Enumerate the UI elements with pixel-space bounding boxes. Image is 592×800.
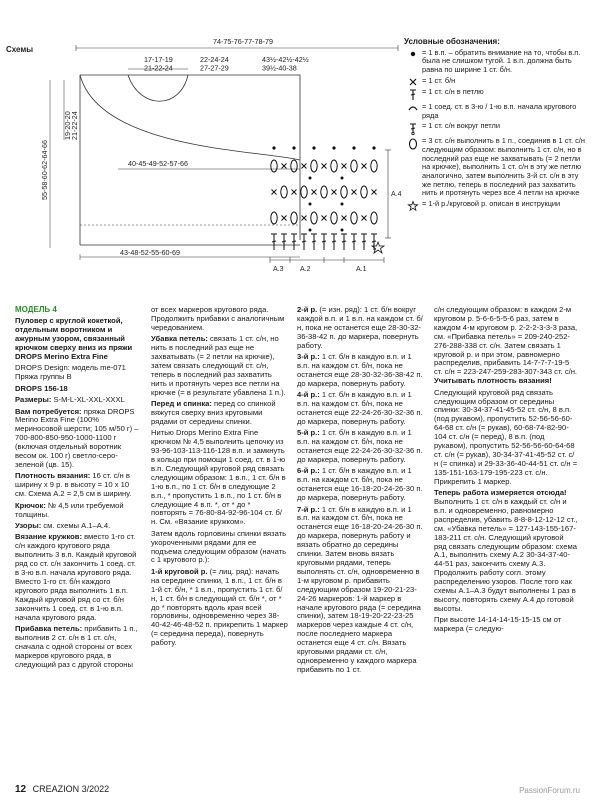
chart-chain-symbol (372, 146, 375, 149)
chart-sc-symbol (322, 164, 327, 169)
double-crochet-around-icon (404, 122, 422, 135)
chart-sc-symbol (342, 216, 347, 221)
dot-icon (404, 49, 422, 58)
materials-para: Вам потребуется: пряжа DROPS Merino Extra Fine (100% мериносовой шерсти; 105 м/50 г) – 700-800-850-950-1000-1100 г (включая отдельный воротник весом ок. 100 г) светло-серо-зеленой (цв. 15). (15, 406, 139, 469)
page-footer (15, 784, 109, 795)
chart-chain-symbol (309, 177, 312, 180)
patterns-para: Узоры: см. схемы А.1–А.4. (15, 520, 111, 530)
paragraph: от всех маркеров кругового ряда. Продолжить прибавки с аналогичным чередованием. (151, 305, 285, 332)
chart-sc-symbol (312, 190, 317, 195)
legend-item: = 1 соед. ст. в 3-ю / 1-ю в.п. начала кругового ряда (404, 103, 586, 120)
row-4-para: 4-й р.: 1 ст. б/н в каждую в.п. и 1 в.п. на каждом ст. б/н, пока не останется еще 22-24-26-30-32-36 п. до маркера, повернуть работу. (297, 390, 423, 426)
chart-cluster-symbol (271, 212, 277, 224)
chart-dc-symbol (361, 234, 367, 250)
cross-icon (404, 77, 422, 86)
chart-chain-symbol (272, 146, 275, 149)
chart-cluster-symbol (311, 160, 317, 172)
row-3-para: 3-й р.: 1 ст. б/н в каждую в.п. и 1 в.п. на каждом ст. б/н, пока не останется еще 28-30-32-36-38-42 п. до маркера, повернуть работу. (297, 352, 423, 388)
yoke-width-2: 39½-40-38 (262, 63, 297, 73)
chart-sc-symbol (362, 216, 367, 221)
chart-chain-symbol (341, 177, 344, 180)
legend (404, 38, 586, 213)
star-icon (404, 200, 422, 211)
paragraph: Нитью Drops Merino Extra Fine крючком № 4,5 выполнить цепочку из 93-96-103-113-116-128 в.п. и замкнуть в кольцо при помощи 1 соед. ст. в 1-ю в.п. Следующий круговой ряд связать следующим образом: 1 в.п., 1 ст. б/н в 1-ю в.п., по 1 ст. б/н в следующие 2 в.п., * пропустить 1 в.п., по 1 ст. б/н в следующие 4 в.п. *, от * до * повторять = 76-80-84-92-96-104 ст. б/н. См. «Вязание кружком». (151, 428, 286, 527)
sizes-para: Размеры: S-M-L-XL-XXL-XXXL (15, 395, 125, 405)
bust-width: 40-45-49-52-57-66 (128, 159, 188, 168)
crochet-chart (266, 138, 406, 278)
chart-cluster-symbol (271, 160, 277, 172)
round-para: Вязание кружков: вместо 1-го ст. с/н каждого кругового ряда выполнить 3 в.п. Каждый круговой ряд со ст. с/н закончить 1 соед. ст. в 3-ю в.п. начала кругового ряда. Вместо 1-го ст. б/н каждого кругового ряда выполнить 1 в.п. Каждый круговой ряд со ст. б/н закончить 1 соед. ст. в 1-ю в.п. начала кругового ряда. (15, 532, 137, 622)
chart-chain-symbol (341, 203, 344, 206)
chart-chain-symbol (341, 229, 344, 232)
chart-sc-symbol (342, 164, 347, 169)
yoke-depth-2: 21-22-24 (70, 111, 79, 140)
chart-dc-symbol (331, 234, 337, 250)
chart-cluster-symbol (291, 160, 297, 172)
paragraph: При высоте 14-14-14-15-15-15 см от маркера (= следую- (434, 615, 562, 634)
row-6-para: 6-й р.: 1 ст. б/н в каждую в.п. и 1 в.п. на каждом ст. б/н, пока не останется еще 16-18-20-24-26-30 п. до маркера, повернуть работу. (297, 466, 423, 503)
shoulder-width-2: 27-27-29 (200, 63, 229, 73)
chart-sc-symbol (292, 190, 297, 195)
chart-cluster-symbol (351, 160, 357, 172)
chart-label-a1: A.1 (356, 266, 367, 273)
gauge-para: Плотность вязания: 16 ст. с/н в ширину х 9 р. в высоту = 10 х 10 см. Схема А.2 = 2,5 см в ширину. (15, 471, 132, 499)
watermark: PassionForum.ru (519, 786, 580, 795)
round1-para: 1-й круговой р. (= лиц. ряд): начать на середине спинки, 1 в.п., 1 ст. б/н в 1-й ст. б/н, * 1 в.п., пропустить 1 ст. б/н, 1 ст. б/н в следующий ст. б/н *, от * до * повторять вдоль края всей горловины, одновременно через 38-40-42-46-48-52 п. прикрепить 1 маркер (= середина переда), повернуть работу. (151, 566, 288, 648)
legend-item: = 1-й р./круговой р. описан в инструкции (404, 200, 586, 211)
body-length: 55-58-60-62-64-66 (40, 140, 49, 200)
pattern-title: Пуловер с круглой кокеткой, отдельным воротником и ажурным узором, связанный крючком сверху вниз из пряжи DROPS Merino Extra Fine (15, 316, 133, 362)
schematic-title: Схемы (6, 45, 34, 54)
double-crochet-icon (404, 88, 422, 101)
chart-chain-symbol (332, 146, 335, 149)
magazine-name: CREAZION 3/2022 (32, 784, 110, 794)
chart-sc-symbol (272, 190, 277, 195)
chart-sc-symbol (332, 190, 337, 195)
chart-label-a3: A.3 (273, 266, 284, 273)
chart-sc-symbol (372, 190, 377, 195)
chart-dc-symbol (311, 234, 317, 250)
yoke-depth-1: 19-20-20 (63, 111, 72, 140)
chart-cluster-symbol (321, 186, 327, 198)
legend-item: = 1 в.п. – обратить внимание на то, чтобы в.п. была не слишком тугой. 1 в.п. должна быть равна по ширине 1 ст. б/н. (404, 49, 586, 75)
hem-width: 43-48-52-55-60-69 (120, 248, 180, 257)
design-info: DROPS Design: модель me-071 Пряжа группы B (15, 363, 126, 382)
chart-chain-symbol (309, 203, 312, 206)
paragraph: Теперь работа измеряется отсюда! Выполнить 1 ст. с/н в каждый ст. с/н и в.п. и одновременно, равномерно распределив, убавить 8-8-8-12-12-12 ст., см. «Убавка петель» = 127-143-155-167-183-211 ст. с/н. Следующий круговой ряд связать следующим образом: схема А.1, выполнить схему А.2 30-34-37-40-44-51 раз, закончить схему А.3. Продолжить работу согл. этому распределению узоров. После того как схемы А.1–А.3 будут выполнены 1 раз в высоту, повторять схему А.4 до готовой высоты. (434, 488, 578, 613)
cluster-icon (404, 137, 422, 150)
text-column-2 (151, 306, 288, 651)
legend-item: = 3 ст. с/н выполнить в 1 п., соединив в 1 ст. с/н следующим образом: выполнить 1 ст. с/н, но в последний раз еще не захватывать (= 2 петли на крючке), выполнить 1 ст. с/н в эту же петлю аналогично, затем выполнить 3-й ст. с/н в эту же петлю, теперь в последний раз захватить нить и протянуть через все 4 петли на крючке (404, 137, 586, 198)
chart-sc-symbol (302, 216, 307, 221)
text-column-4 (434, 306, 578, 637)
chart-dc-symbol (341, 234, 347, 250)
paragraph: Затем вдоль горловины спинки вязать укороченными рядами для ее подъема следующим образом (начать с 1 кругового р.): (151, 528, 287, 565)
chart-dc-symbol (301, 234, 307, 250)
page-number: 12 (15, 784, 27, 795)
decrease-para: Убавка петель: связать 1 ст. с/н, но нить в последний раз еще не захватывать (= 2 петли на крючке), затем связать следующий ст. с/н, теперь в последний раз захватить нить и протянуть через все петли на крючке (= в результате убавлена 1 п.). (151, 334, 286, 397)
row-5-para: 5-й р.: 1 ст. б/н в каждую в.п. и 1 в.п. на каждом ст. б/н, пока не останется еще 22-24-26-30-32-36 п. до маркера, повернуть работу. (297, 428, 423, 464)
hook-para: Крючок: № 4,5 или требуемой толщины. (15, 500, 124, 519)
chart-sc-symbol (282, 164, 287, 169)
chart-dc-symbol (271, 234, 277, 250)
chart-cluster-symbol (371, 212, 377, 224)
chart-cluster-symbol (311, 212, 317, 224)
chart-chain-symbol (352, 146, 355, 149)
chart-cluster-symbol (371, 160, 377, 172)
chart-label-a2: A.2 (300, 266, 311, 273)
increase-para: Прибавка петель: прибавить 1 п., выполнив 2 ст. с/н в 1 ст. с/н, сначала с одной стороны от всех маркеров кругового ряда, в следующий раз с другой стороны (15, 623, 138, 669)
row-7-para: 7-й р.: 1 ст. б/н в каждую в.п. и 1 в.п. на каждом ст. б/н, пока не останется еще 16-18-20-24-26-30 п. до маркера, повернуть работу и вязать обратно до середины спинки. Затем вновь вязать круговыми рядами, теперь выполнять ст. с/н, одновременно в 1-м круговом р. прибавить следующим образом 19-20-21-23-24-26 маркеров: 1-й маркер в начале кругового ряда (= середина спинки), затем 18-19-20-22-23-25 маркеров через каждые 4 ст. с/н, после последнего маркера останется еще 4 ст. с/н. Вязать круговыми рядами ст. с/н, одновременно у каждого маркера прибавить по 1 ст. (297, 504, 423, 674)
model-title: МОДЕЛЬ 4 (15, 305, 57, 314)
chart-dc-symbol (351, 234, 357, 250)
text-column-3 (297, 306, 424, 677)
paragraph: с/н следующим образом: в каждом 2-м круговом р. 5-6-6-5-5-6 раз, затем в каждом 4-м круговом р. 2-2-2-3-3-3 раза, см. «Прибавка петель» = 209-240-252-276-288-338 ст. с/н. Затем связать 1 круговой р. и при этом, равномерно распределив, прибавить 14-7-7-7-19-5 ст. с/н = 223-247-259-283-307-343 ст. с/н. Учитывать плотность вязания! (434, 305, 578, 386)
chart-cluster-symbol (361, 186, 367, 198)
chart-cluster-symbol (281, 186, 287, 198)
chart-sc-symbol (352, 190, 357, 195)
chart-dc-symbol (321, 234, 327, 250)
chart-dc-symbol (291, 234, 297, 250)
slip-stitch-icon (404, 103, 422, 112)
chart-label-a4: A.4 (391, 191, 402, 198)
chart-chain-symbol (312, 146, 315, 149)
chart-cluster-symbol (301, 186, 307, 198)
front-back-para: Перед и спинка: перед со спинкой вяжутся сверху вниз круговыми рядами от середины спинки. (151, 399, 276, 426)
chart-cluster-symbol (331, 160, 337, 172)
neck-width-1: 17-17-19 (144, 55, 173, 64)
text-column-1 (15, 306, 140, 672)
chart-sc-symbol (322, 216, 327, 221)
top-total-width: 74-75-76-77-78-79 (213, 37, 273, 46)
chart-sc-symbol (302, 164, 307, 169)
chart-chain-symbol (309, 229, 312, 232)
legend-title: Условные обозначения: (404, 37, 500, 46)
shoulder-width-1: 22-24-24 (200, 55, 229, 64)
yoke-width-1: 43½-42½-42½ (262, 55, 309, 64)
paragraph: Следующий круговой ряд связать следующим образом от середины спинки: 30-34-37-41-45-52 ст. с/н, 8 в.п. (под рукавом), пропустить 52-56-56-60-64-68 ст. с/н (= рукав), 60-68-74-82-90-104 ст. с/н (= перед), 8 в.п. (под рукавом), пропустить 52-56-56-60-64-68 ст. с/н (= рукав), 30-34-37-41-45-52 ст. с/н (= спинка) и 29-33-36-40-44-51 ст. с/н = 135-151-163-179-195-223 ст. с/н. Прикрепить 1 маркер. (434, 387, 578, 486)
chart-cluster-symbol (291, 212, 297, 224)
drops-code: DROPS 156-18 (15, 383, 68, 393)
chart-sc-symbol (362, 164, 367, 169)
legend-item: = 1 ст. б/н (404, 77, 586, 86)
row-2-para: 2-й р. (= изн. ряд): 1 ст. б/н вокруг каждой в.п. и 1 в.п. на каждом ст. б/н, пока не останется еще 28-30-32-36-38-42 п. до маркера, повернуть работу. (297, 305, 423, 350)
chart-chain-symbol (292, 146, 295, 149)
chart-cluster-symbol (351, 212, 357, 224)
chart-cluster-symbol (331, 212, 337, 224)
chart-sc-symbol (282, 216, 287, 221)
legend-item: = 1 ст. с/н в петлю (404, 88, 586, 101)
chart-dc-symbol (281, 234, 287, 250)
neck-width-2: 21-22-24 (144, 63, 173, 73)
legend-item: = 1 ст. с/н вокруг петли (404, 122, 586, 135)
chart-cluster-symbol (341, 186, 347, 198)
